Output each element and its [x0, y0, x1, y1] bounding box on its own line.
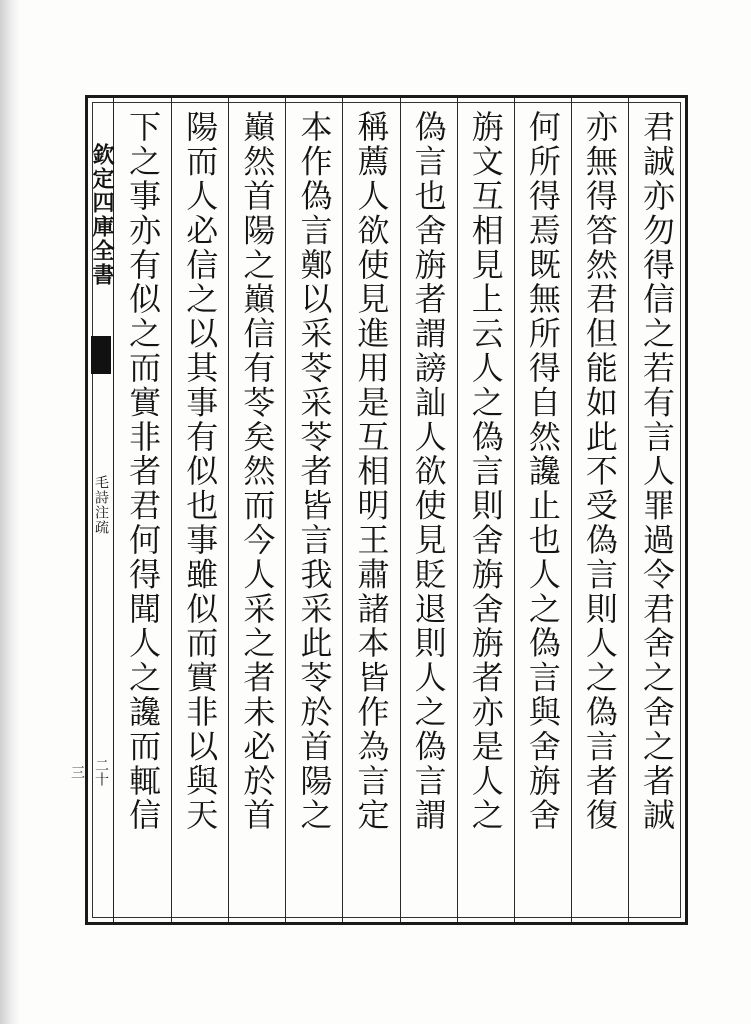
text-column-6: 稱薦人欲使見進用是互相明王肅諸本皆作為言定 — [342, 98, 399, 922]
text-column-2: 亦無得答然君但能如此不受偽言則人之偽言者復 — [571, 98, 628, 922]
margin-page-number: 二十三 — [69, 758, 109, 786]
margin-book-title: 毛詩注疏 — [93, 475, 109, 535]
fish-tail-mark — [91, 336, 111, 374]
page-edge — [0, 0, 20, 1024]
margin-title: 欽定四庫全書 — [89, 143, 115, 287]
text-column-5: 偽言也舍旃者謂謗訕人欲使見貶退則人之偽言謂 — [400, 98, 457, 922]
text-column-7: 本作偽言鄭以采苓采苓者皆言我采此苓於首陽之 — [285, 98, 342, 922]
text-column-10: 下之事亦有似之而實非者君何得聞人之讒而輒信 — [124, 110, 163, 833]
text-columns — [114, 98, 685, 922]
text-column-3: 何所得焉既無所得自然讒止也人之偽言與舍旃舍 — [514, 98, 571, 922]
text-column-4: 旃文互相見上云人之偽言則舍旃舍旃者亦是人之 — [457, 98, 514, 922]
text-column-8: 巔然首陽之巔信有苓矣然而今人采之者未必於首 — [228, 98, 285, 922]
text-column-1: 君誠亦勿得信之若有言人罪過令君舍之舍之者誠 — [628, 98, 685, 922]
text-column-9: 陽而人必信之以其事有似也事雖似而實非以與天 — [171, 98, 228, 922]
